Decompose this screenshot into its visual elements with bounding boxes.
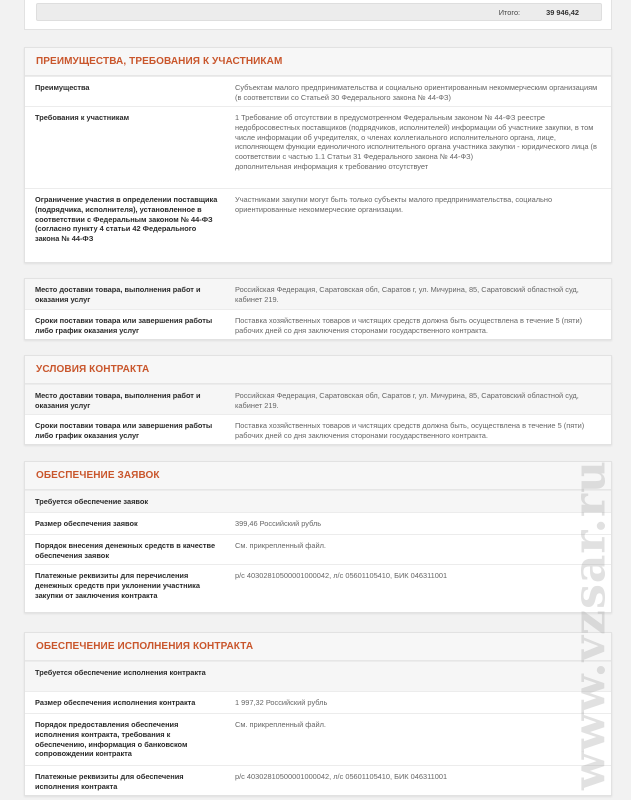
row-label: Порядок предоставления обеспечения исполнения контракта, требования к обеспечению, информация о банковском сопровождении контракта xyxy=(35,720,188,759)
row-label: Место доставки товара, выполнения работ и оказания услуг xyxy=(35,285,201,304)
row-value: Поставка хозяйственных товаров и чистящих средств должна быть осуществлена в течение 5 (пяти) рабочих дней со дня заключения сторонами государственного контракта. xyxy=(235,316,583,335)
row-label: Сроки поставки товара или завершения работы либо график оказания услуг xyxy=(35,316,213,335)
total-bar xyxy=(36,3,602,21)
row-value: См. прикрепленный файл. xyxy=(235,720,326,729)
section-header xyxy=(25,633,611,661)
row-label: Преимущества xyxy=(35,83,90,92)
row-value: р/с 40302810500001000042, л/с 05601105410, БИК 046311001 xyxy=(235,772,448,781)
section-header xyxy=(25,48,611,76)
row-label: Требуется обеспечение заявок xyxy=(35,497,149,506)
delivery-section xyxy=(24,278,612,340)
row-value xyxy=(227,497,601,507)
contract-section xyxy=(24,355,612,445)
total-label: Итого: xyxy=(498,7,521,17)
advantages-section xyxy=(24,47,612,263)
table-row xyxy=(25,661,611,691)
table-row xyxy=(25,512,611,534)
section-header xyxy=(25,462,611,490)
row-label: Размер обеспечения заявок xyxy=(35,519,138,528)
section-title: ОБЕСПЕЧЕНИЕ ИСПОЛНЕНИЯ КОНТРАКТА xyxy=(36,641,254,652)
table-row xyxy=(25,76,611,106)
row-value: 1 Требование об отсутствии в предусмотренном Федеральным законом № 44-ФЗ реестре недобросовестных поставщиков (подрядчиков, исполнителей) информации об участнике закупки, в том числе информации об учредителях, о членах коллегиального исполнительного органа, лице, исполняющем функции единоличного исполнительного органа участника закупки - юридического лица (в соответствии с частью 1.1 Статьи 31 Федерального закона № 44-ФЗ) дополнительная информация к требованию отсутствует xyxy=(235,113,597,171)
row-value: Субъектам малого предпринимательства и социально ориентированным некоммерческим организациям (в соответствии со Статьей 30 Федерального закона № 44-ФЗ) xyxy=(235,83,598,102)
table-row xyxy=(25,713,611,765)
row-label: Требуется обеспечение исполнения контракта xyxy=(35,668,206,677)
total-value: 39 946,42 xyxy=(546,7,579,17)
table-row xyxy=(25,279,611,309)
row-label: Требования к участникам xyxy=(35,113,130,122)
performance-security-section xyxy=(24,632,612,796)
row-label: Сроки поставки товара или завершения работы либо график оказания услуг xyxy=(35,421,213,440)
bid-security-section xyxy=(24,461,612,613)
row-value xyxy=(227,668,601,686)
row-value: Российская Федерация, Саратовская обл, Саратов г, ул. Мичурина, 85, Саратовский областной суд, кабинет 219. xyxy=(235,285,579,304)
row-value: Участниками закупки могут быть только субъекты малого предпринимательства, социально ориентированные некоммерческие организации. xyxy=(235,195,553,214)
row-label: Размер обеспечения исполнения контракта xyxy=(35,698,196,707)
row-value: Российская Федерация, Саратовская обл, Саратов г, ул. Мичурина, 85, Саратовский областной суд, кабинет 219. xyxy=(235,391,579,410)
row-label: Платежные реквизиты для обеспечения исполнения контракта xyxy=(35,772,184,791)
row-value: 399,46 Российский рубль xyxy=(235,519,322,528)
row-value: См. прикрепленный файл. xyxy=(235,541,326,550)
row-value: Поставка хозяйственных товаров и чистящих средств должна быть, осуществлена в течение 5 (пяти) рабочих дней со дня заключения сторонами государственного контракта. xyxy=(235,421,585,440)
table-row xyxy=(25,309,611,339)
table-row xyxy=(25,106,611,188)
section-title: УСЛОВИЯ КОНТРАКТА xyxy=(36,364,150,375)
table-row xyxy=(25,534,611,564)
section-title: ПРЕИМУЩЕСТВА, ТРЕБОВАНИЯ К УЧАСТНИКАМ xyxy=(36,56,283,67)
table-row xyxy=(25,490,611,512)
table-row xyxy=(25,188,611,262)
row-value: р/с 40302810500001000042, л/с 05601105410, БИК 046311001 xyxy=(235,571,448,580)
section-title: ОБЕСПЕЧЕНИЕ ЗАЯВОК xyxy=(36,470,160,481)
row-label: Порядок внесения денежных средств в качестве обеспечения заявок xyxy=(35,541,216,560)
row-label: Платежные реквизиты для перечисления денежных средств при уклонении участника закупки от заключения контракта xyxy=(35,571,200,600)
table-row xyxy=(25,765,611,795)
row-value: 1 997,32 Российский рубль xyxy=(235,698,328,707)
section-header xyxy=(25,356,611,384)
table-row xyxy=(25,564,611,612)
row-label: Место доставки товара, выполнения работ и оказания услуг xyxy=(35,391,201,410)
watermark-text: www.vzsar.ru xyxy=(564,460,616,790)
row-label: Ограничение участия в определении поставщика (подрядчика, исполнителя), установленное в соответствии с Федеральным законом № 44-ФЗ (согласно пункту 4 статьи 42 Федерального закона № 44-ФЗ xyxy=(35,195,218,244)
table-row xyxy=(25,384,611,414)
table-row xyxy=(25,691,611,713)
table-row xyxy=(25,414,611,444)
